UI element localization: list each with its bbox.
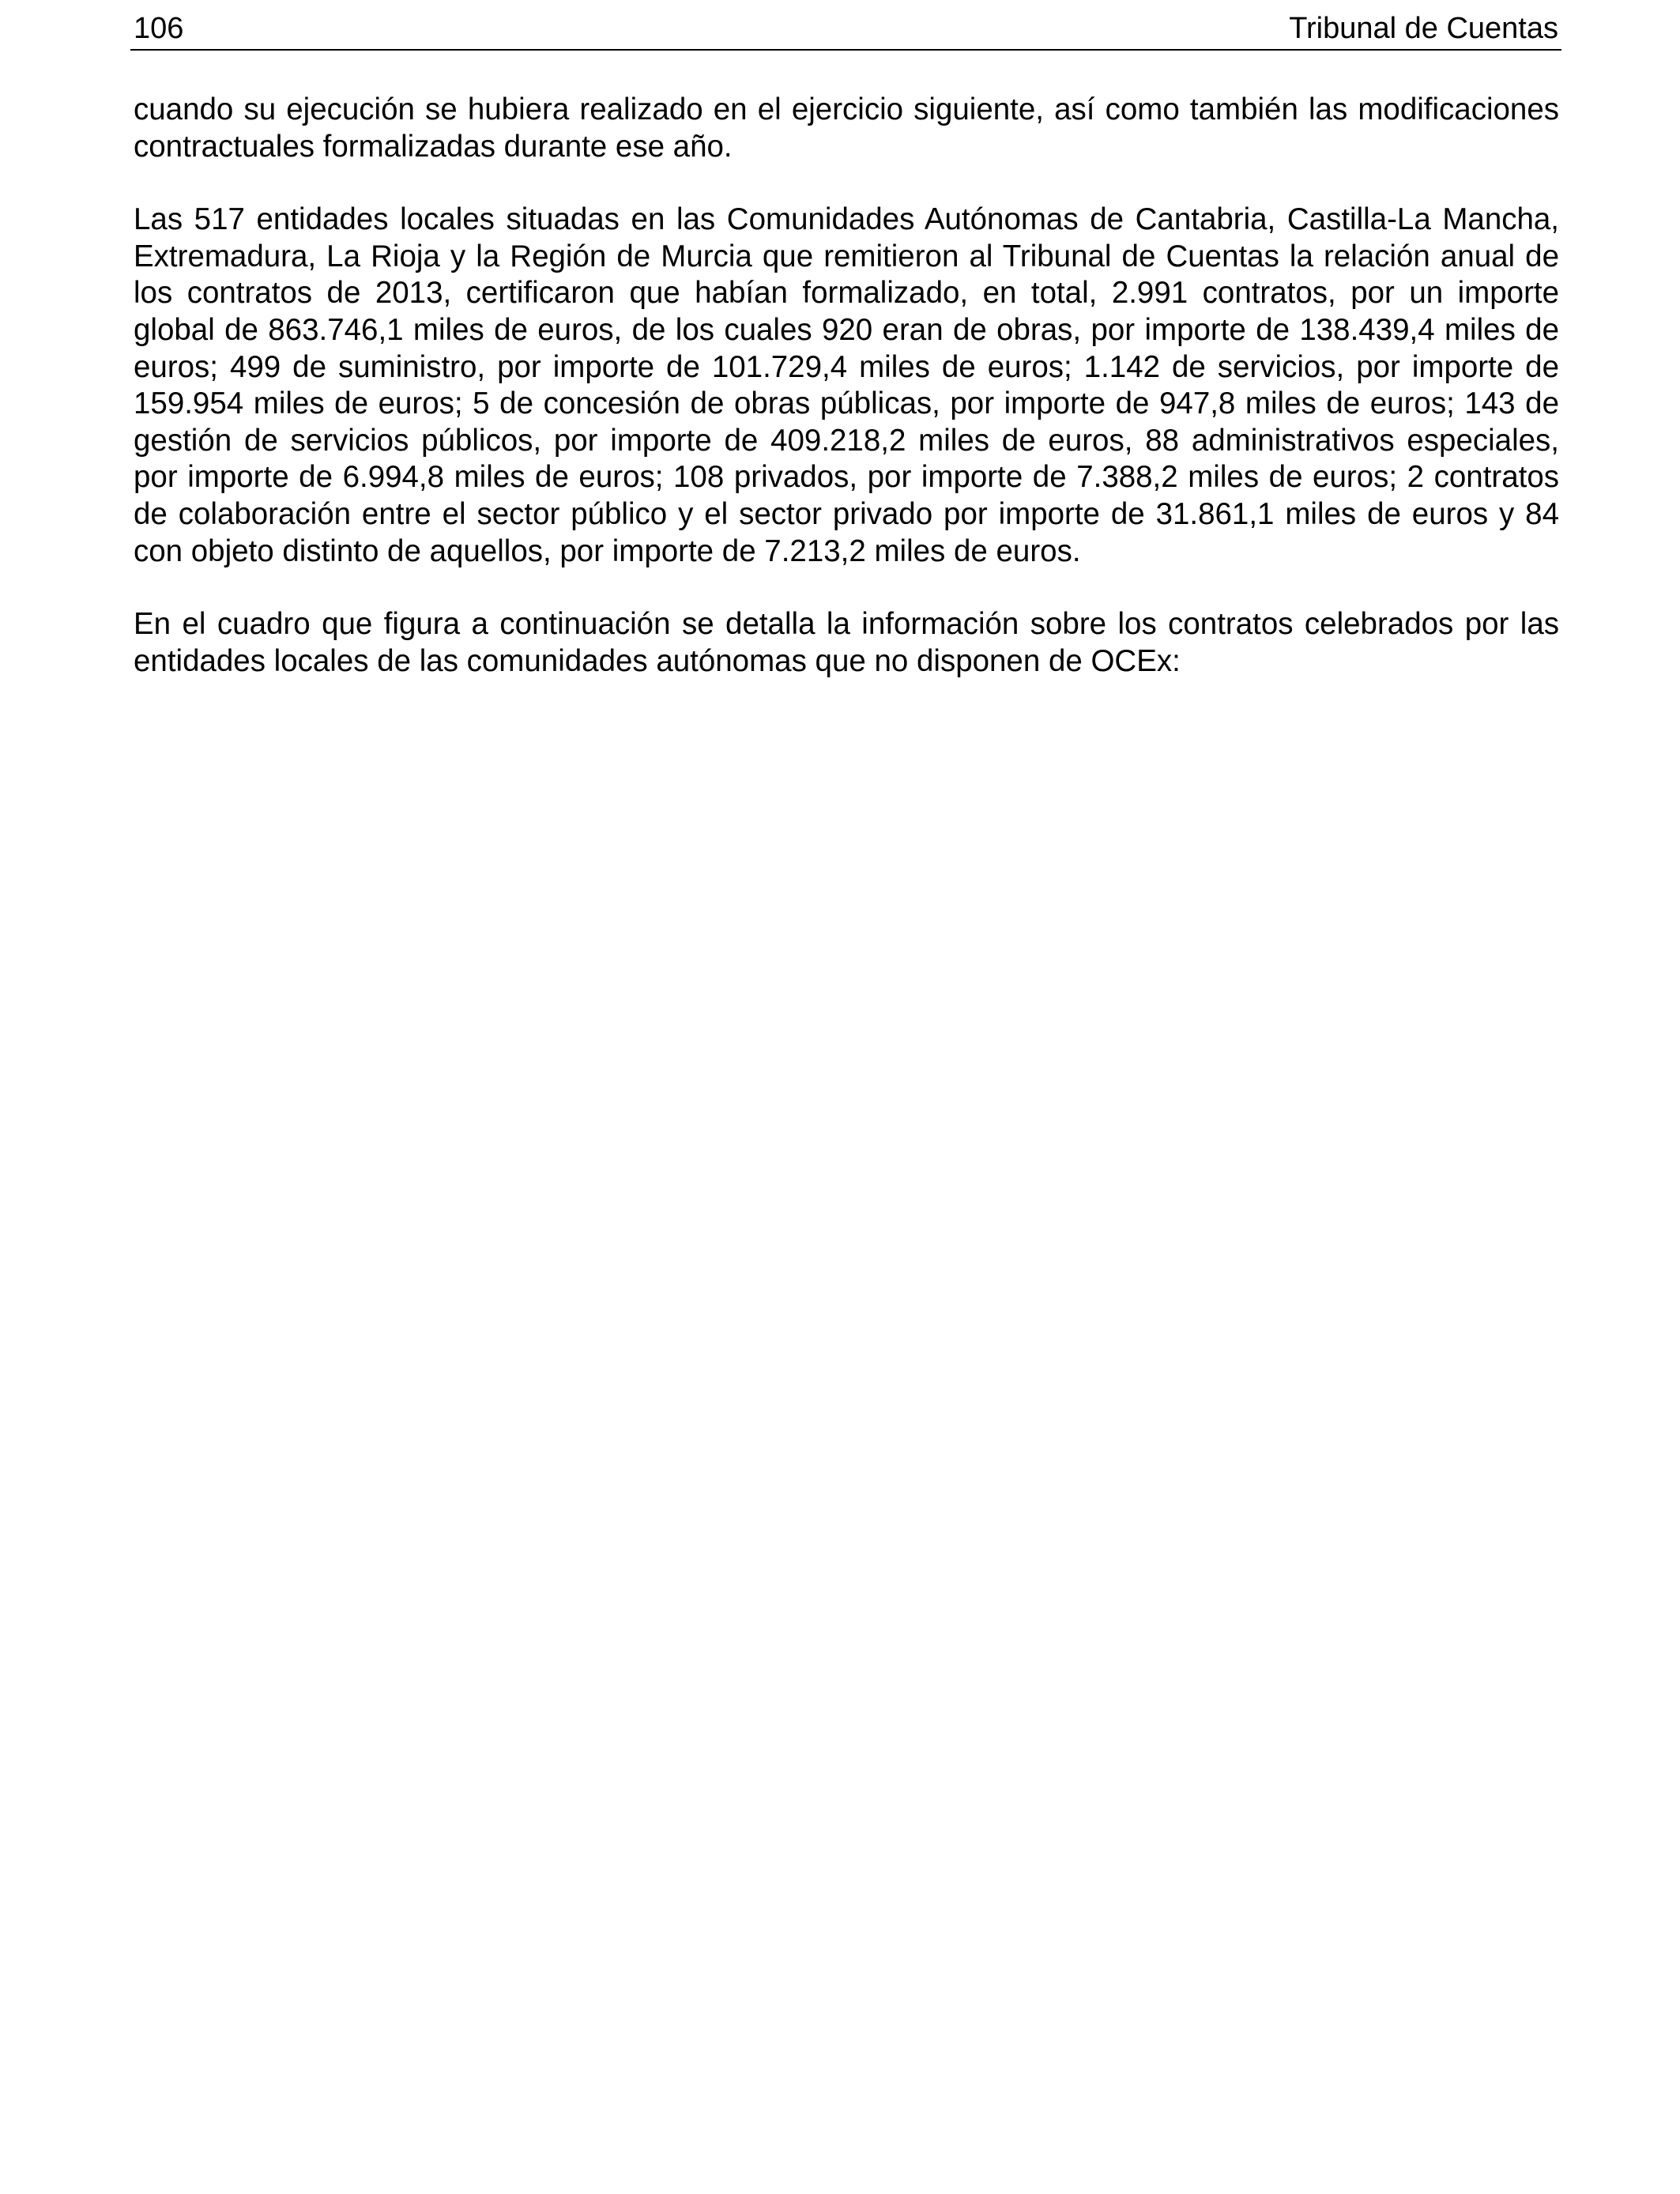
- page-header: [130, 8, 1561, 51]
- paragraph-1: cuando su ejecución se hubiera realizado en el ejercicio siguiente, así como también las modificaciones contractuales formalizadas durante ese año.: [134, 92, 1559, 164]
- document-body: [134, 92, 1559, 716]
- header-title: Tribunal de Cuentas: [1289, 12, 1558, 45]
- paragraph-2: Las 517 entidades locales situadas en las Comunidades Autónomas de Cantabria, Castilla-La Mancha, Extremadura, La Rioja y la Región de Murcia que remitieron al Tribunal de Cuentas la relación anual de los contratos de 2013, certificaron que habían formalizado, en total, 2.991 contratos, por un importe global de 863.746,1 miles de euros, de los cuales 920 eran de obras, por importe de 138.439,4 miles de euros; 499 de suministro, por importe de 101.729,4 miles de euros; 1.142 de servicios, por importe de 159.954 miles de euros; 5 de concesión de obras públicas, por importe de 947,8 miles de euros; 143 de gestión de servicios públicos, por importe de 409.218,2 miles de euros, 88 administrativos especiales, por importe de 6.994,8 miles de euros; 108 privados, por importe de 7.388,2 miles de euros; 2 contratos de colaboración entre el sector público y el sector privado por importe de 31.861,1 miles de euros y 84 con objeto distinto de aquellos, por importe de 7.213,2 miles de euros.: [134, 202, 1559, 568]
- paragraph-3: En el cuadro que figura a continuación se detalla la información sobre los contratos celebrados por las entidades locales de las comunidades autónomas que no disponen de OCEx:: [134, 607, 1559, 678]
- page-number: 106: [134, 12, 184, 45]
